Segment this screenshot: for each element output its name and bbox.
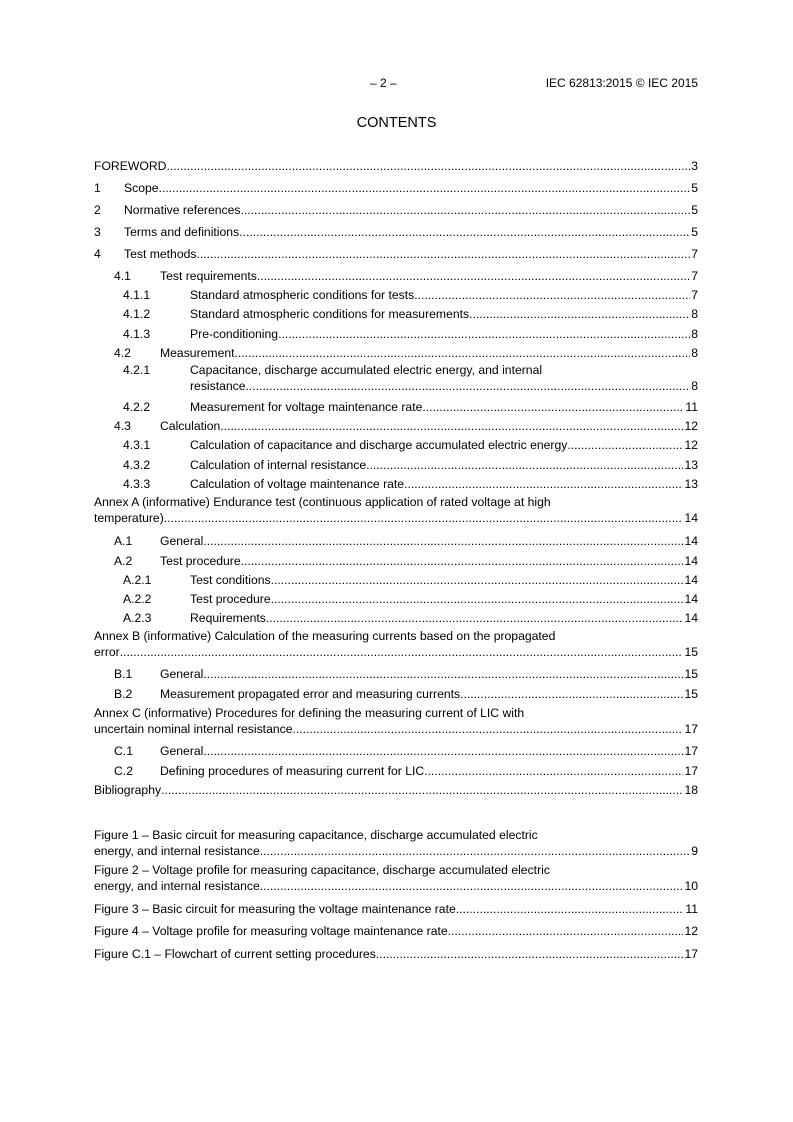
toc-entry-number: A.2	[114, 554, 133, 568]
toc-entry-title: General	[160, 744, 204, 758]
toc-entry-number: C.1	[114, 744, 133, 758]
toc-entry-title: Pre-conditioning	[190, 327, 279, 341]
toc-entry[interactable]	[94, 743, 698, 759]
dot-leader	[241, 553, 684, 569]
toc-entry-page: 15	[684, 687, 698, 701]
dot-leader	[260, 843, 690, 859]
toc-entry-title: Requirements	[190, 611, 266, 625]
toc-entry-title: Test procedure	[160, 554, 241, 568]
toc-entry-number: 4.2.2	[123, 400, 151, 414]
toc-entry-page: 8	[691, 327, 698, 341]
toc-entry-title: Test methods	[124, 247, 197, 261]
dot-leader	[278, 326, 690, 342]
toc-entry-page: 17	[684, 947, 698, 961]
toc-entry[interactable]	[94, 224, 698, 240]
toc-entry-title: Standard atmospheric conditions for tests	[190, 288, 415, 302]
toc-entry-title: Measurement propagated error and measuring currents	[160, 687, 461, 701]
dot-leader	[414, 287, 690, 303]
dot-leader	[120, 644, 684, 660]
dot-leader	[166, 158, 690, 174]
dot-leader	[424, 763, 683, 779]
toc-entry[interactable]	[94, 763, 698, 779]
toc-entry-number: 2	[94, 203, 101, 217]
toc-entry[interactable]	[94, 553, 698, 569]
toc-entry-number: 4.3	[114, 419, 131, 433]
toc-entry-title: General	[160, 667, 204, 681]
toc-entry[interactable]	[94, 610, 698, 626]
toc-entry-number: B.1	[114, 667, 133, 681]
toc-entry-page: 17	[684, 764, 698, 778]
dot-leader	[271, 591, 684, 607]
toc-entry-title: Calculation of internal resistance	[190, 458, 367, 472]
dot-leader	[460, 686, 683, 702]
toc-entry-title-line1: Capacitance, discharge accumulated electric energy, and internal	[190, 363, 543, 377]
toc-entry[interactable]	[94, 268, 698, 284]
dot-leader	[448, 923, 684, 939]
toc-entry-number: B.2	[114, 687, 133, 701]
toc-entry-page: 18	[684, 783, 698, 797]
toc-entry-page: 11	[685, 400, 698, 414]
toc-entry-number: 1	[94, 181, 101, 195]
dot-leader	[159, 180, 691, 196]
toc-entry[interactable]	[94, 345, 698, 361]
toc-entry-page: 12	[684, 438, 698, 452]
toc-entry-page: 14	[684, 554, 698, 568]
toc-entry[interactable]	[94, 629, 698, 660]
toc-entry-title: General	[160, 534, 204, 548]
dot-leader	[257, 268, 690, 284]
toc-entry-page: 7	[691, 288, 698, 302]
toc-entry[interactable]	[94, 437, 698, 453]
toc-entry-title: energy, and internal resistance	[94, 844, 260, 858]
toc-entry-page: 13	[684, 477, 698, 491]
toc-entry-number: 4.1.2	[123, 307, 151, 321]
dot-leader	[203, 666, 683, 682]
toc-entry[interactable]	[94, 158, 698, 174]
toc-entry-number: 4.3.2	[123, 458, 151, 472]
dot-leader	[404, 476, 683, 492]
figure-list-entry[interactable]	[94, 923, 698, 939]
toc-entry-number: 4.3.1	[123, 438, 151, 452]
figure-list-entry[interactable]	[94, 828, 698, 859]
toc-entry-page: 3	[691, 159, 698, 173]
toc-entry-page: 15	[684, 645, 698, 659]
toc-entry-title-line1: Figure 1 – Basic circuit for measuring capacitance, discharge accumulated electric	[94, 828, 538, 842]
toc-entry-number: 4.3.3	[123, 477, 151, 491]
toc-entry-title: Test procedure	[190, 592, 271, 606]
toc-entry-page: 8	[691, 307, 698, 321]
dot-leader	[260, 878, 684, 894]
toc-entry-title: Figure 4 – Voltage profile for measuring voltage maintenance rate	[94, 924, 448, 938]
toc-entry-page: 8	[691, 346, 698, 360]
toc-entry[interactable]	[94, 363, 698, 394]
toc-entry-page: 14	[684, 592, 698, 606]
copyright-notice: IEC 62813:2015 © IEC 2015	[545, 76, 698, 90]
toc-entry-number: 4.2	[114, 346, 131, 360]
toc-entry[interactable]	[94, 418, 698, 434]
toc-entry-page: 11	[685, 902, 698, 916]
dot-leader	[422, 399, 684, 415]
figure-list-entry[interactable]	[94, 863, 698, 894]
toc-entry[interactable]	[94, 686, 698, 702]
page-number: – 2 –	[370, 76, 397, 90]
toc-entry-page: 8	[691, 379, 698, 393]
toc-entry-title: Calculation of capacitance and discharge accumulated electric energy	[190, 438, 568, 452]
toc-entry[interactable]	[94, 495, 698, 526]
toc-entry-number: 4.2.1	[123, 363, 151, 377]
dot-leader	[456, 901, 685, 917]
toc-entry[interactable]	[94, 457, 698, 473]
toc-entry-title: Scope	[124, 181, 159, 195]
toc-entry-title-line1: Figure 2 – Voltage profile for measuring capacitance, discharge accumulated electric	[94, 863, 550, 877]
toc-entry-title: energy, and internal resistance	[94, 879, 260, 893]
toc-entry-number: 4.1.1	[123, 288, 151, 302]
toc-entry-number: 4.1	[114, 269, 131, 283]
toc-entry-title: uncertain nominal internal resistance	[94, 722, 293, 736]
dot-leader	[203, 533, 683, 549]
toc-entry-title-line1: Annex C (informative) Procedures for defining the measuring current of LIC with	[94, 706, 525, 720]
toc-entry-number: A.1	[114, 534, 133, 548]
toc-entry-page: 7	[691, 247, 698, 261]
toc-entry-title: temperature)	[94, 511, 164, 525]
dot-leader	[161, 782, 683, 798]
toc-entry-title: Figure 3 – Basic circuit for measuring the voltage maintenance rate	[94, 902, 456, 916]
dot-leader	[266, 610, 684, 626]
dot-leader	[293, 721, 684, 737]
toc-entry[interactable]	[94, 666, 698, 682]
figure-list-entry[interactable]	[94, 901, 698, 917]
toc-entry-number: A.2.2	[123, 592, 152, 606]
toc-entry-title: Test requirements	[160, 269, 257, 283]
page-title: CONTENTS	[356, 115, 437, 131]
dot-leader	[271, 572, 684, 588]
toc-entry-title: Figure C.1 – Flowchart of current setting procedures	[94, 947, 376, 961]
toc-entry-page: 5	[691, 225, 698, 239]
dot-leader	[164, 510, 684, 526]
dot-leader	[203, 743, 683, 759]
page-header	[0, 76, 793, 92]
toc-entry-title: Standard atmospheric conditions for measurements	[190, 307, 470, 321]
toc-entry-page: 13	[684, 458, 698, 472]
toc-entry-title: Terms and definitions	[124, 225, 240, 239]
toc-entry-number: 3	[94, 225, 101, 239]
dot-leader	[196, 246, 690, 262]
toc-entry[interactable]	[94, 591, 698, 607]
toc-entry[interactable]	[94, 326, 698, 342]
toc-entry-page: 12	[684, 924, 698, 938]
toc-entry-number: C.2	[114, 764, 133, 778]
toc-entry-title-line1: Annex A (informative) Endurance test (continuous application of rated voltage at high	[94, 495, 551, 509]
toc-entry-title: Measurement	[160, 346, 235, 360]
toc-entry-title: Defining procedures of measuring current for LIC	[160, 764, 425, 778]
toc-entry-title: Test conditions	[190, 573, 271, 587]
toc-entry[interactable]	[94, 287, 698, 303]
dot-leader	[376, 946, 684, 962]
toc-entry-page: 7	[691, 269, 698, 283]
toc-entry[interactable]	[94, 399, 698, 415]
toc-entry-number: 4.1.3	[123, 327, 151, 341]
dot-leader	[246, 378, 691, 394]
toc-entry-page: 12	[684, 419, 698, 433]
dot-leader	[235, 345, 691, 361]
toc-entry-number: A.2.1	[123, 573, 152, 587]
toc-entry-page: 5	[691, 181, 698, 195]
dot-leader	[567, 437, 683, 453]
toc-entry-page: 14	[684, 534, 698, 548]
dot-leader	[241, 202, 691, 218]
figure-list-entry[interactable]	[94, 946, 698, 962]
toc-entry-page: 17	[684, 722, 698, 736]
toc-entry-title: error	[94, 645, 120, 659]
toc-entry-number: 4	[94, 247, 101, 261]
toc-entry-page: 5	[691, 203, 698, 217]
dot-leader	[366, 457, 683, 473]
dot-leader	[239, 224, 690, 240]
toc-entry[interactable]	[94, 782, 698, 798]
dot-leader	[220, 418, 683, 434]
toc-entry[interactable]	[94, 572, 698, 588]
toc-entry[interactable]	[94, 533, 698, 549]
toc-entry-page: 14	[684, 573, 698, 587]
toc-entry-title: Normative references	[124, 203, 241, 217]
toc-entry-title: Measurement for voltage maintenance rate	[190, 400, 423, 414]
toc-entry-page: 9	[691, 844, 698, 858]
toc-entry[interactable]	[94, 180, 698, 196]
toc-entry-title-line1: Annex B (informative) Calculation of the measuring currents based on the propagated	[94, 629, 556, 643]
toc-entry[interactable]	[94, 476, 698, 492]
toc-entry[interactable]	[94, 706, 698, 737]
toc-entry-page: 10	[684, 879, 698, 893]
toc-entry-title: FOREWORD	[94, 159, 167, 173]
toc-entry-title: Calculation of voltage maintenance rate	[190, 477, 405, 491]
toc-entry[interactable]	[94, 202, 698, 218]
toc-entry-page: 14	[684, 611, 698, 625]
toc-entry-page: 15	[684, 667, 698, 681]
toc-entry-page: 17	[684, 744, 698, 758]
dot-leader	[469, 306, 690, 322]
toc-entry-page: 14	[684, 511, 698, 525]
toc-entry[interactable]	[94, 246, 698, 262]
toc-entry-title: resistance	[190, 379, 246, 393]
toc-entry[interactable]	[94, 306, 698, 322]
toc-entry-number: A.2.3	[123, 611, 152, 625]
toc-entry-title: Calculation	[160, 419, 221, 433]
toc-entry-title: Bibliography	[94, 783, 162, 797]
